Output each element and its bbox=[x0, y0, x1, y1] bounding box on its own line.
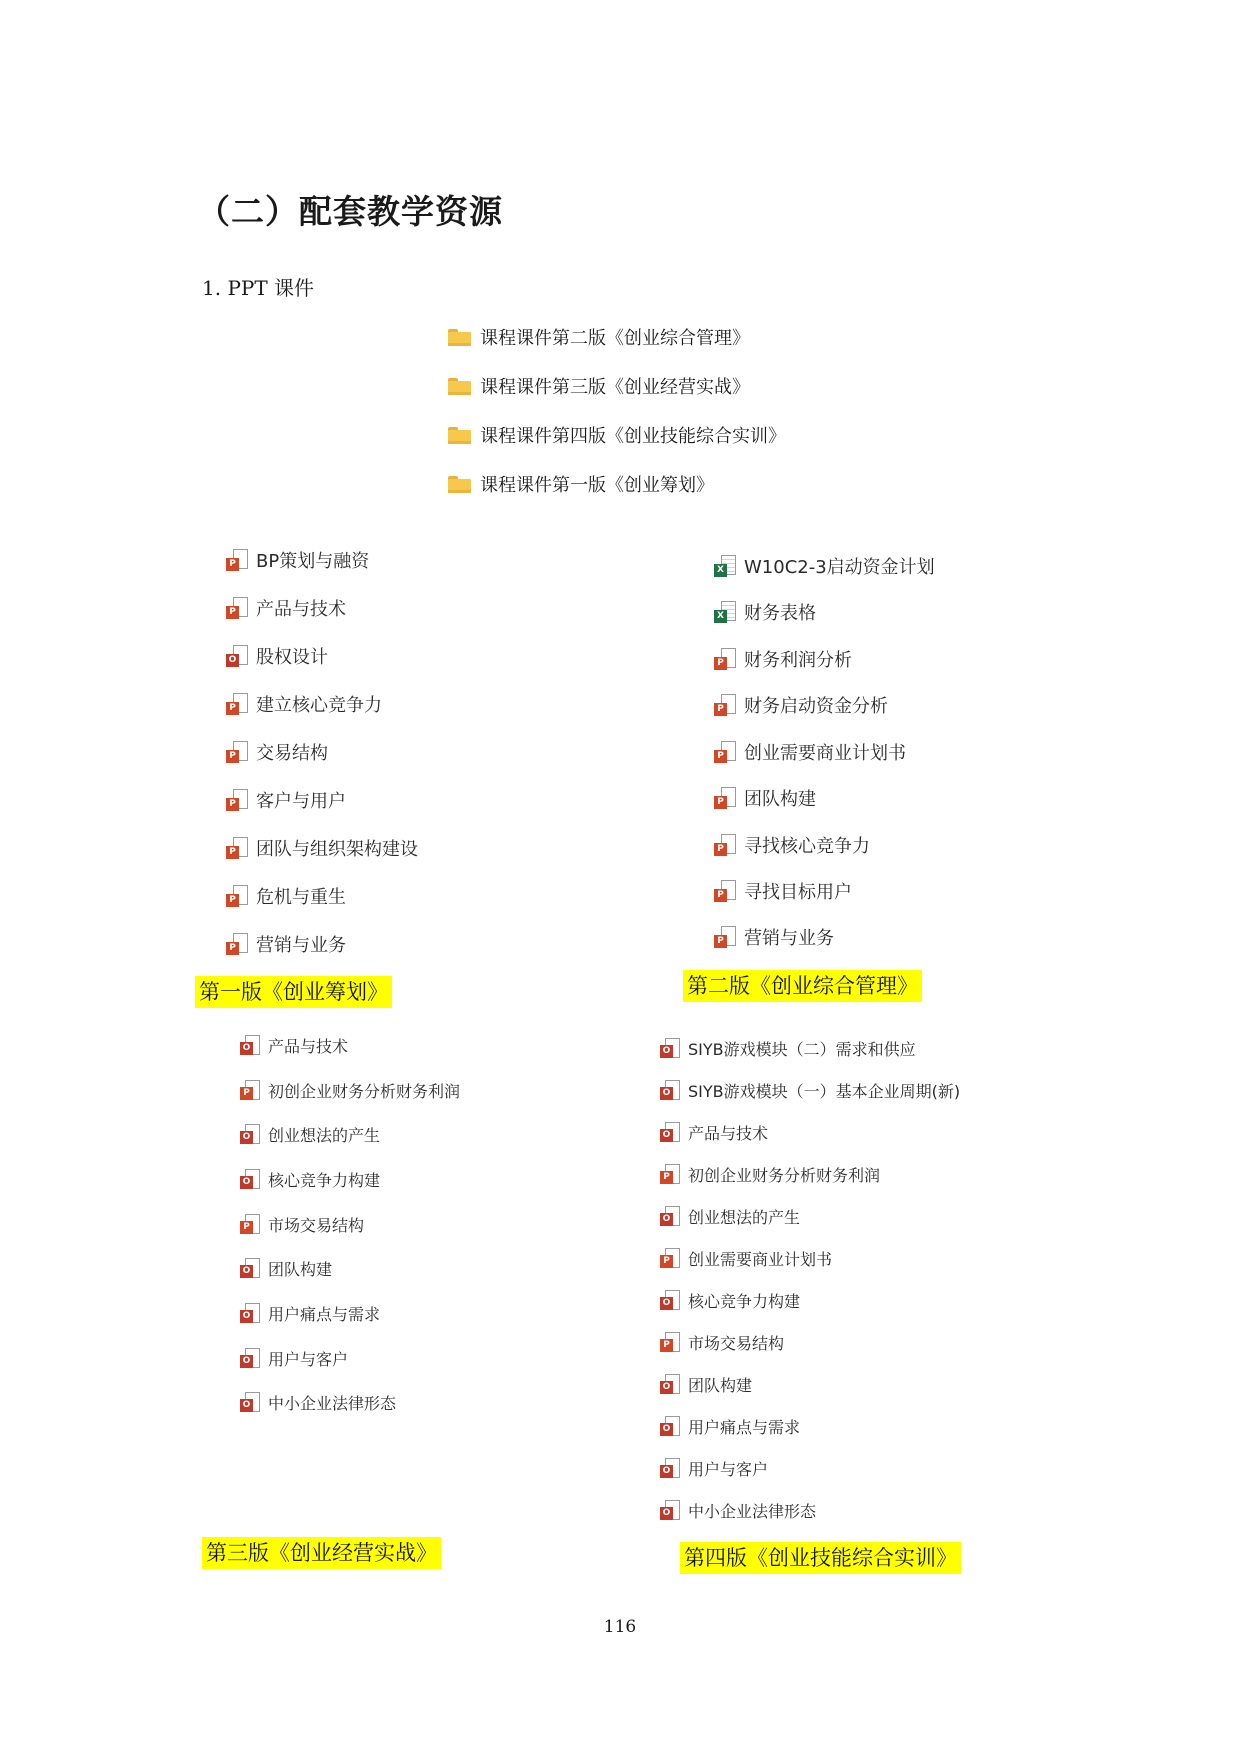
powerpoint-show-icon: O bbox=[660, 1038, 680, 1058]
file-label: 团队构建 bbox=[268, 1259, 333, 1279]
file-item[interactable] bbox=[226, 929, 346, 959]
file-label: 中小企业法律形态 bbox=[688, 1501, 817, 1521]
powerpoint-show-icon: O bbox=[660, 1080, 680, 1100]
edition-3-label: 第三版《创业经营实战》 bbox=[202, 1537, 441, 1569]
file-item[interactable] bbox=[240, 1389, 396, 1415]
powerpoint-file-icon: P bbox=[714, 880, 736, 902]
excel-file-icon: X bbox=[714, 601, 736, 623]
file-label: 中小企业法律形态 bbox=[268, 1393, 397, 1413]
powerpoint-show-icon: O bbox=[226, 645, 248, 667]
file-label: 创业想法的产生 bbox=[688, 1207, 801, 1227]
file-item[interactable] bbox=[660, 1413, 800, 1439]
file-label: 初创企业财务分析财务利润 bbox=[268, 1081, 461, 1101]
powerpoint-file-icon: P bbox=[226, 837, 248, 859]
file-item[interactable] bbox=[660, 1329, 784, 1355]
powerpoint-file-icon: P bbox=[714, 926, 736, 948]
powerpoint-show-icon: O bbox=[240, 1258, 260, 1278]
file-item[interactable] bbox=[240, 1166, 380, 1192]
file-label: 创业需要商业计划书 bbox=[744, 743, 906, 764]
file-label: 产品与技术 bbox=[268, 1036, 349, 1056]
file-label: 用户与客户 bbox=[688, 1459, 769, 1479]
file-item[interactable] bbox=[240, 1077, 460, 1103]
powerpoint-show-icon: O bbox=[660, 1206, 680, 1226]
folder-label: 课程课件第三版《创业经营实战》 bbox=[480, 377, 750, 398]
file-item[interactable] bbox=[226, 881, 346, 911]
powerpoint-file-icon: P bbox=[660, 1164, 680, 1184]
file-item[interactable] bbox=[660, 1287, 800, 1313]
powerpoint-file-icon: P bbox=[714, 694, 736, 716]
powerpoint-show-icon: O bbox=[660, 1374, 680, 1394]
powerpoint-file-icon: P bbox=[226, 693, 248, 715]
edition-2-label: 第二版《创业综合管理》 bbox=[683, 970, 922, 1002]
powerpoint-file-icon: P bbox=[226, 597, 248, 619]
powerpoint-file-icon: P bbox=[226, 933, 248, 955]
folder-label: 课程课件第二版《创业综合管理》 bbox=[480, 328, 750, 349]
file-label: 用户痛点与需求 bbox=[688, 1417, 801, 1437]
powerpoint-file-icon: P bbox=[660, 1332, 680, 1352]
powerpoint-file-icon: P bbox=[240, 1214, 260, 1234]
subsection-title: 1. PPT 课件 bbox=[202, 276, 315, 300]
powerpoint-file-icon: P bbox=[714, 648, 736, 670]
folder-item[interactable] bbox=[448, 469, 714, 499]
file-label: 用户痛点与需求 bbox=[268, 1304, 381, 1324]
file-item[interactable] bbox=[714, 644, 852, 674]
powerpoint-show-icon: O bbox=[660, 1416, 680, 1436]
file-label: 寻找核心竞争力 bbox=[744, 836, 870, 857]
folder-label: 课程课件第一版《创业筹划》 bbox=[480, 475, 714, 496]
folder-item[interactable] bbox=[448, 322, 750, 352]
file-label: 初创企业财务分析财务利润 bbox=[688, 1165, 881, 1185]
file-item[interactable] bbox=[660, 1245, 832, 1271]
file-item[interactable] bbox=[240, 1211, 364, 1237]
file-label: 创业想法的产生 bbox=[268, 1125, 381, 1145]
folder-icon bbox=[448, 427, 471, 444]
file-label: 财务启动资金分析 bbox=[744, 696, 888, 717]
folder-icon bbox=[448, 476, 471, 493]
file-label: 团队构建 bbox=[744, 789, 816, 810]
powerpoint-file-icon: P bbox=[226, 885, 248, 907]
file-item[interactable] bbox=[226, 545, 369, 575]
file-item[interactable] bbox=[240, 1032, 348, 1058]
file-label: 营销与业务 bbox=[256, 935, 346, 956]
section-heading: （二）配套教学资源 bbox=[197, 192, 503, 231]
powerpoint-show-icon: O bbox=[240, 1392, 260, 1412]
file-item[interactable] bbox=[226, 593, 346, 623]
folder-label: 课程课件第四版《创业技能综合实训》 bbox=[480, 426, 786, 447]
powerpoint-file-icon: P bbox=[240, 1080, 260, 1100]
file-label: 创业需要商业计划书 bbox=[688, 1249, 833, 1269]
file-label: 核心竞争力构建 bbox=[268, 1170, 381, 1190]
file-item[interactable] bbox=[226, 641, 328, 671]
file-item[interactable] bbox=[714, 876, 852, 906]
powerpoint-show-icon: O bbox=[240, 1348, 260, 1368]
file-item[interactable] bbox=[226, 737, 328, 767]
file-label: 股权设计 bbox=[256, 647, 328, 668]
powerpoint-show-icon: O bbox=[660, 1458, 680, 1478]
powerpoint-show-icon: O bbox=[240, 1124, 260, 1144]
file-label: 交易结构 bbox=[256, 743, 328, 764]
file-label: 寻找目标用户 bbox=[744, 882, 852, 903]
file-item[interactable] bbox=[240, 1121, 380, 1147]
file-item[interactable] bbox=[240, 1345, 348, 1371]
folder-item[interactable] bbox=[448, 420, 786, 450]
file-label: 建立核心竞争力 bbox=[256, 695, 382, 716]
file-item[interactable] bbox=[240, 1255, 332, 1281]
file-item[interactable] bbox=[714, 783, 816, 813]
powerpoint-file-icon: P bbox=[714, 787, 736, 809]
powerpoint-show-icon: O bbox=[660, 1500, 680, 1520]
file-item[interactable] bbox=[226, 785, 346, 815]
powerpoint-file-icon: P bbox=[226, 789, 248, 811]
excel-file-icon: X bbox=[714, 555, 736, 577]
powerpoint-show-icon: O bbox=[660, 1122, 680, 1142]
folder-icon bbox=[448, 329, 471, 346]
file-item[interactable] bbox=[240, 1300, 380, 1326]
folder-item[interactable] bbox=[448, 371, 750, 401]
file-item[interactable] bbox=[660, 1119, 768, 1145]
file-item[interactable] bbox=[660, 1455, 768, 1481]
file-label: 危机与重生 bbox=[256, 887, 346, 908]
file-label: 产品与技术 bbox=[688, 1123, 769, 1143]
file-label: 财务利润分析 bbox=[744, 650, 852, 671]
file-label: 产品与技术 bbox=[256, 599, 346, 620]
edition-1-label: 第一版《创业筹划》 bbox=[195, 976, 392, 1008]
file-label: W10C2-3启动资金计划 bbox=[744, 557, 935, 578]
file-item[interactable] bbox=[660, 1035, 916, 1061]
folder-icon bbox=[448, 378, 471, 395]
powerpoint-show-icon: O bbox=[240, 1169, 260, 1189]
file-item[interactable] bbox=[660, 1161, 880, 1187]
page-number: 116 bbox=[603, 1617, 637, 1637]
file-item[interactable] bbox=[226, 833, 418, 863]
file-label: BP策划与融资 bbox=[256, 551, 370, 572]
powerpoint-show-icon: O bbox=[240, 1303, 260, 1323]
file-label: 市场交易结构 bbox=[268, 1215, 365, 1235]
powerpoint-file-icon: P bbox=[226, 549, 248, 571]
file-label: 市场交易结构 bbox=[688, 1333, 785, 1353]
powerpoint-file-icon: P bbox=[714, 834, 736, 856]
file-item[interactable] bbox=[714, 830, 870, 860]
edition-4-label: 第四版《创业技能综合实训》 bbox=[680, 1542, 961, 1574]
file-label: 团队与组织架构建设 bbox=[256, 839, 418, 860]
file-item[interactable] bbox=[714, 737, 906, 767]
file-item[interactable] bbox=[714, 597, 816, 627]
file-item[interactable] bbox=[714, 690, 888, 720]
file-label: 财务表格 bbox=[744, 603, 816, 624]
powerpoint-file-icon: P bbox=[714, 741, 736, 763]
file-item[interactable] bbox=[714, 551, 935, 581]
file-label: 客户与用户 bbox=[256, 791, 346, 812]
file-label: 核心竞争力构建 bbox=[688, 1291, 801, 1311]
file-label: 团队构建 bbox=[688, 1375, 753, 1395]
file-item[interactable] bbox=[660, 1497, 816, 1523]
file-item[interactable] bbox=[660, 1371, 752, 1397]
file-item[interactable] bbox=[660, 1203, 800, 1229]
file-label: 营销与业务 bbox=[744, 928, 834, 949]
powerpoint-file-icon: P bbox=[660, 1248, 680, 1268]
powerpoint-file-icon: P bbox=[226, 741, 248, 763]
powerpoint-show-icon: O bbox=[240, 1035, 260, 1055]
file-item[interactable] bbox=[714, 922, 834, 952]
file-item[interactable] bbox=[660, 1077, 960, 1103]
powerpoint-show-icon: O bbox=[660, 1290, 680, 1310]
file-item[interactable] bbox=[226, 689, 382, 719]
file-label: 用户与客户 bbox=[268, 1349, 349, 1369]
file-label: SIYB游戏模块（一）基本企业周期(新) bbox=[688, 1081, 961, 1101]
file-label: SIYB游戏模块（二）需求和供应 bbox=[688, 1039, 916, 1059]
